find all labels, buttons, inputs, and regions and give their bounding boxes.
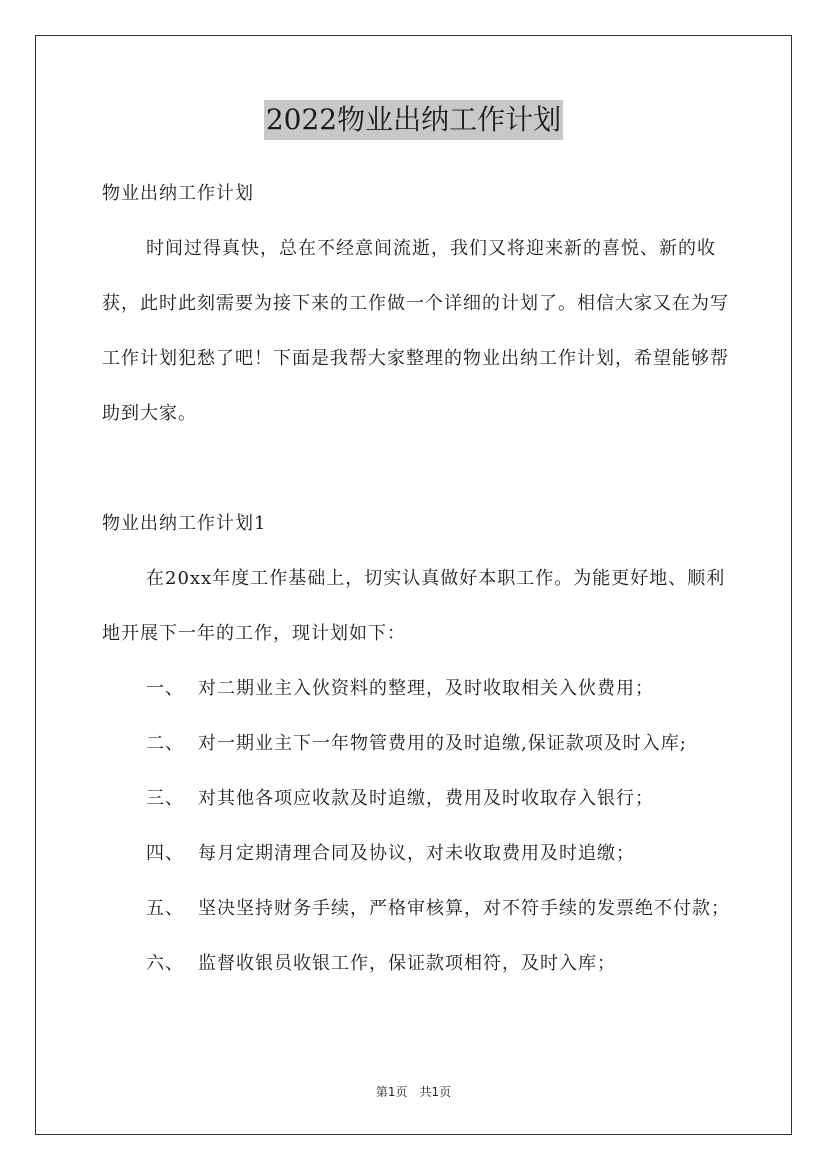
section-heading: 物业出纳工作计划1 — [102, 513, 267, 534]
list-item-text: 对其他各项应收款及时追缴，费用及时收取存入银行； — [198, 788, 654, 809]
intro-paragraph: 时间过得真快，总在不经意间流逝，我们又将迎来新的喜悦、新的收获，此时此刻需要为接下来的工作做一个详细的计划了。相信大家又在为写工作计划犯愁了吧！下面是我帮大家整理的物业出纳工作计划，希望能够帮助到大家。 — [102, 238, 729, 424]
spacer — [102, 441, 742, 496]
list-item — [102, 936, 742, 991]
list-item — [102, 826, 742, 881]
list-item — [102, 771, 742, 826]
list-item-text: 坚决坚持财务手续，严格审核算，对不符手续的发票绝不付款； — [198, 898, 730, 919]
list-item — [102, 661, 742, 716]
list-item-number: 六、 — [146, 953, 184, 974]
title-container — [0, 100, 827, 140]
list-item-number: 五、 — [146, 898, 184, 919]
page-total: 共1页 — [419, 1085, 452, 1099]
document-title: 2022物业出纳工作计划 — [264, 100, 563, 140]
list-item-text: 每月定期清理合同及协议，对未收取费用及时追缴； — [198, 843, 635, 864]
list-item — [102, 716, 742, 771]
list-item-text: 对二期业主入伙资料的整理，及时收取相关入伙费用； — [198, 678, 654, 699]
list-item-text: 监督收银员收银工作，保证款项相符，及时入库； — [198, 953, 616, 974]
list-item-number: 一、 — [146, 678, 184, 699]
list-item-text: 对一期业主下一年物管费用的及时追缴,保证款项及时入库; — [198, 733, 687, 754]
list-item — [102, 881, 742, 936]
list-item-number: 四、 — [146, 843, 184, 864]
subtitle: 物业出纳工作计划 — [102, 183, 254, 204]
page-footer — [0, 1083, 827, 1100]
page-number: 第1页 — [375, 1085, 408, 1099]
list-item-number: 三、 — [146, 788, 184, 809]
section-intro-paragraph: 在20xx年度工作基础上，切实认真做好本职工作。为能更好地、顺利地开展下一年的工作，现计划如下： — [102, 568, 726, 644]
list-item-number: 二、 — [146, 733, 184, 754]
document-body — [102, 166, 742, 991]
